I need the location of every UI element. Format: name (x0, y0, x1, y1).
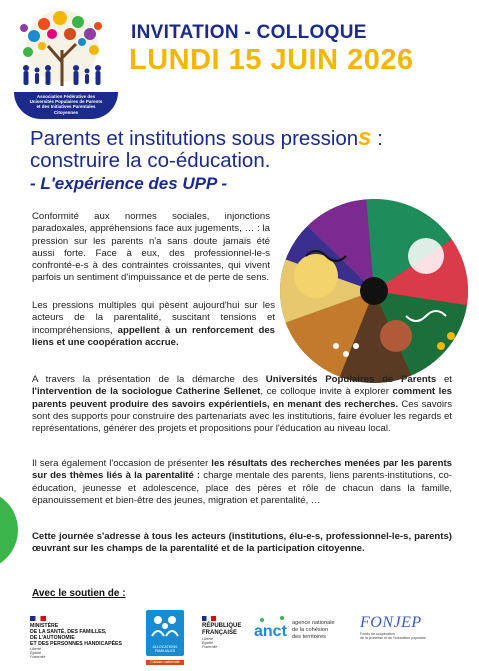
text-run: Les pressions multiples qui pèsent aujourd'hui sur les acteurs de la parentalité, suscitant tensions et incompréhensions, (32, 300, 275, 336)
text-run-bold: l'intervention de la sociologue Catherine Sellenet (32, 386, 261, 398)
caf-label: ALLOCATIONS FAMILIALES (152, 644, 178, 653)
text-run-bold: comment les parents peuvent produire des savoirs expérientiels, en menant des recherches. (32, 386, 452, 410)
anct-line: des territoires (292, 634, 326, 640)
devise-line: Égalité (30, 651, 41, 656)
title-accent-s: s (358, 124, 372, 151)
text-run-bold: Universités Populaires de Parents (265, 374, 437, 385)
collage-artwork (276, 196, 472, 386)
pressures-paragraph (32, 300, 275, 349)
devise-line: Fraternité (30, 655, 46, 660)
logo-org-name (14, 92, 118, 119)
anct-mark-icon (252, 614, 292, 648)
logo-line: et des Initiatives Parentales (36, 104, 96, 110)
ministry-line: ET DES PERSONNES HANDICAPÉES (30, 641, 122, 647)
audience-paragraph: Cette journée s'adresse à tous les acteurs (institutions, élu-e-s, professionnel-le-s, parents) œuvrant sur les champs de la parentalité et de la participation citoyenne. (32, 531, 452, 555)
text-run-bold: appellent à un renforcement des liens et une coopération accrue. (32, 324, 275, 348)
anct-logo (252, 614, 362, 648)
text-run: charge mentale des parents, liens parents-institutions, co-éducation, jeunesse et adolescence, place des pères et rôle de chacun dans la famille, épanouissement et bien-être des jeunes, migration et parentalité, … (32, 470, 452, 506)
french-flag-icon (30, 616, 46, 621)
approach-paragraph (32, 374, 452, 435)
decorative-green-arc (0, 490, 18, 570)
title-line-2: construire la co-éducation. (30, 149, 271, 172)
text-run: , ce colloque invite à explorer (260, 386, 393, 398)
text-run: Ces savoirs sont des supports pour construire des partenariats avec les institutions, faire évoluer les regards et représentations, générer des projets et propositions pour l'éducation au niveau local. (32, 398, 452, 435)
logo-line: Citoyennes (53, 109, 79, 115)
anct-line: agence nationale (292, 620, 335, 626)
republique-line: FRANÇAISE (202, 630, 238, 636)
anct-text (292, 620, 335, 641)
title-line-1 (30, 124, 470, 152)
fonjep-wordmark: FONJEP (360, 614, 422, 631)
devise-line: Fraternité (202, 645, 218, 650)
text-run: et (436, 374, 452, 385)
devise-line: Égalité (202, 641, 213, 646)
anct-wordmark: anct (254, 623, 287, 640)
caf-logo (146, 610, 184, 665)
title-colon: : (371, 127, 383, 150)
logo-line: Association Fédérative des (36, 94, 96, 99)
support-heading: Avec le soutien de : (32, 588, 126, 599)
anct-line: de la cohésion (292, 627, 329, 633)
intro-paragraph: Conformité aux normes sociales, injonctions paradoxales, appréhensions face aux jugements, … : la pression sur les parents n'a sans doute jamais été aussi forte. Face à eux, des professionnel-le-s confronté-e-s à des contraintes croissantes, qui vivent parfois un sentiment d'impuissance et de perte de sens. (32, 211, 270, 284)
ministry-logo (30, 616, 140, 660)
text-run: A travers la présentation de la démarche des (32, 374, 266, 385)
event-date: LUNDI 15 JUIN 2026 (129, 44, 414, 76)
french-flag-icon (202, 616, 216, 621)
text-run: Il sera également l'occasion de présenter (32, 458, 212, 469)
fonjep-logo (360, 614, 450, 640)
association-logo (4, 6, 120, 114)
caf-people-icon (146, 610, 184, 640)
ministry-line: MINISTÈRE (30, 623, 59, 629)
ministry-line: DE LA SANTÉ, DES FAMILLES, (30, 629, 107, 635)
results-paragraph (32, 458, 452, 507)
caf-sublabel: Caisse nationale (146, 660, 184, 665)
republique-line: RÉPUBLIQUE (202, 623, 242, 629)
invitation-heading: INVITATION - COLLOQUE (131, 22, 367, 43)
title-subtitle: - L'expérience des UPP - (30, 174, 228, 193)
fonjep-line: de la jeunesse et de l'éducation populaire (360, 636, 427, 641)
logo-line: Universités Populaires de Parents (29, 99, 103, 105)
devise-line: Liberté (202, 637, 213, 641)
devise-line: Liberté (30, 647, 41, 651)
fonjep-line: Fonds de coopération (360, 632, 395, 636)
title-main: Parents et institutions sous pression (30, 127, 359, 150)
ministry-line: DE L'AUTONOMIE (30, 635, 75, 641)
text-run-bold: les résultats des recherches menées par les parents sur des thèmes liés à la parentalité : (32, 458, 452, 482)
